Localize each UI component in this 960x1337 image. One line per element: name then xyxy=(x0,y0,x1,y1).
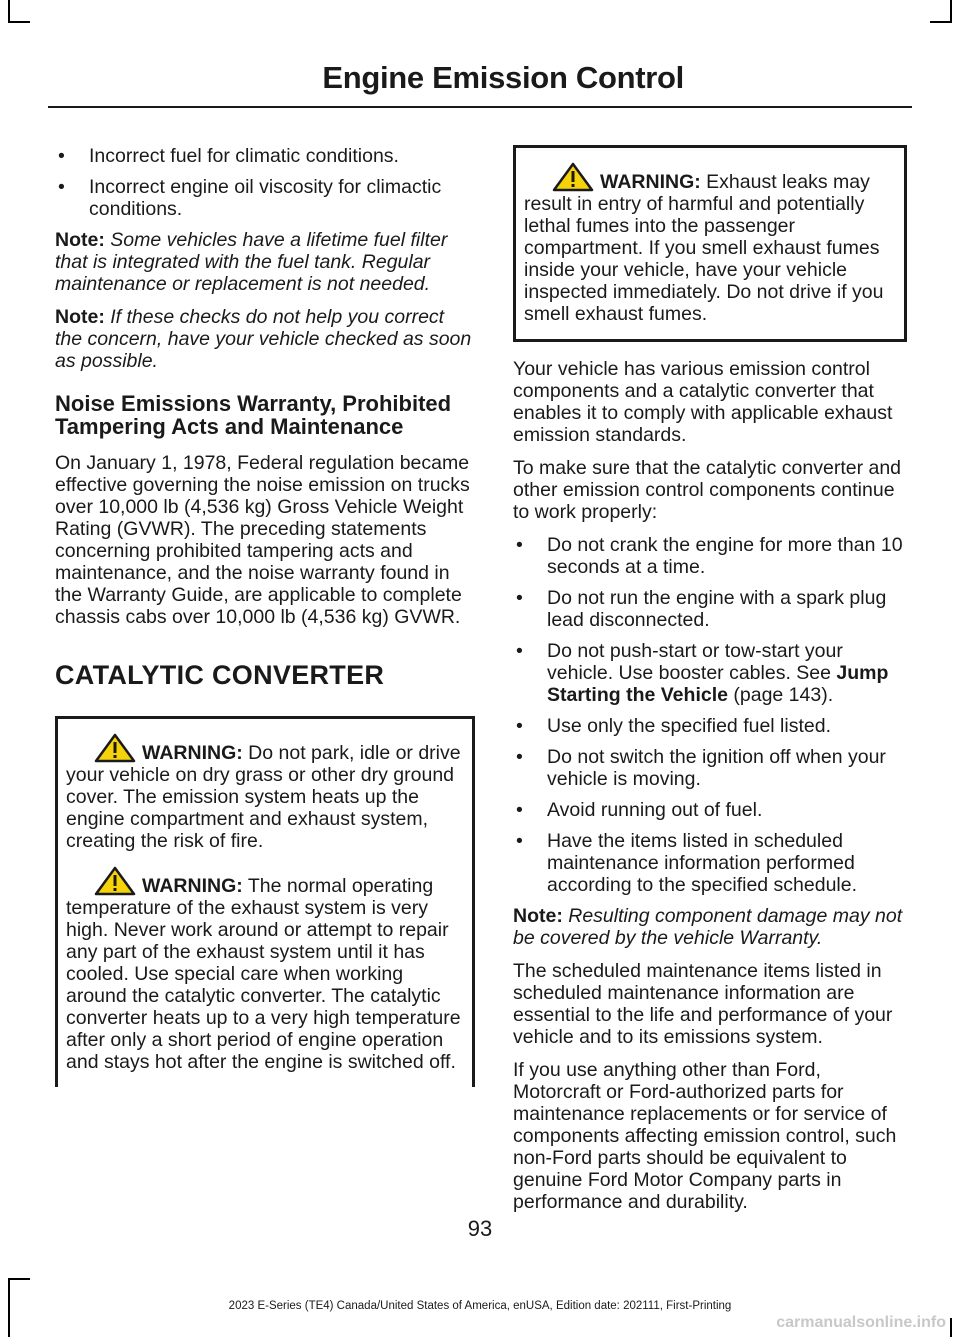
warning-text: Exhaust leaks may result in entry of harmful and potentially lethal fumes into the passenger compartment. If you smell exhaust fumes inside your vehicle, have your vehicle inspected immediately. Do not drive if you smell exhaust fumes. xyxy=(524,171,884,325)
warning-triangle-icon xyxy=(94,733,136,763)
footer-edition-info: 2023 E-Series (TE4) Canada/United States of America, enUSA, Edition date: 202111, First-Printing xyxy=(228,1300,732,1312)
list-item-text: Do not run the engine with a spark plug lead disconnected. xyxy=(547,587,887,631)
warning-box xyxy=(513,145,907,342)
warning-box xyxy=(55,716,475,1087)
crop-mark xyxy=(8,0,10,22)
note xyxy=(513,905,907,949)
bullet: • xyxy=(516,799,523,821)
list-item-text: Avoid running out of fuel. xyxy=(547,799,763,821)
section-body: On January 1, 1978, Federal regulation became effective governing the noise emission on trucks over 10,000 lb (4,536 kg) Gross Vehicle Weight Rating (GVWR). The preceding statements concerning prohibited tampering acts and maintenance, and the noise warranty found in the Warranty Guide, are applicable to complete chassis cabs over 10,000 lb (4,536 kg) GVWR. xyxy=(55,452,470,628)
bullet: • xyxy=(516,746,523,768)
list-item-text: Incorrect fuel for climatic conditions. xyxy=(89,145,399,167)
note-text: If these checks do not help you correct the concern, have your vehicle checked as soon as possible. xyxy=(55,306,472,372)
list-item xyxy=(513,534,907,578)
cross-reference-link[interactable]: Jump Starting the Vehicle xyxy=(547,662,889,706)
crop-mark xyxy=(950,1318,952,1337)
crop-mark xyxy=(930,21,952,23)
list-item-text: Incorrect engine oil viscosity for climactic conditions. xyxy=(89,176,442,220)
warning-text: Do not park, idle or drive your vehicle on dry grass or other dry ground cover. The emission system heats up the engine compartment and exhaust system, creating the risk of fire. xyxy=(66,742,461,852)
note xyxy=(55,229,475,295)
right-column xyxy=(513,145,907,1224)
warning-label: WARNING: xyxy=(142,875,243,897)
paragraph: The scheduled maintenance items listed in scheduled maintenance information are essential to the life and performance of your vehicle and to its emissions system. xyxy=(513,960,893,1048)
bullet: • xyxy=(58,145,65,167)
bullet: • xyxy=(516,587,523,609)
warning xyxy=(66,866,462,1073)
paragraph: Your vehicle has various emission control components and a catalytic converter that enables it to comply with applicable exhaust emission standards. xyxy=(513,358,893,446)
paragraph: If you use anything other than Ford, Motorcraft or Ford-authorized parts for maintenance replacements or for service of components affecting emission control, such non-Ford parts should be equivalent to genuine Ford Motor Company parts in performance and durability. xyxy=(513,1059,897,1213)
page-number: 93 xyxy=(467,1216,493,1241)
warning-text: The normal operating temperature of the exhaust system is very high. Never work around or attempt to repair any part of the exhaust system until it has cooled. Use special care when working around the catalytic converter. The catalytic converter heats up to a very high temperature after only a short period of engine operation and stays hot after the engine is switched off. xyxy=(66,875,461,1073)
note-text: Resulting component damage may not be covered by the vehicle Warranty. xyxy=(513,905,903,949)
list-item xyxy=(513,640,907,706)
header-divider xyxy=(48,106,912,108)
warning-triangle-icon xyxy=(552,162,594,192)
list-item xyxy=(513,830,907,896)
list-item-text: Do not crank the engine for more than 10 seconds at a time. xyxy=(547,534,903,578)
bullet: • xyxy=(516,640,523,662)
note-label: Note: xyxy=(513,905,563,927)
list-item-text: Have the items listed in scheduled maintenance information performed according to the specified schedule. xyxy=(547,830,858,896)
list-item xyxy=(55,176,475,220)
note-label: Note: xyxy=(55,306,105,328)
section-heading: Noise Emissions Warranty, Prohibited Tampering Acts and Maintenance xyxy=(55,391,452,439)
bullet: • xyxy=(516,534,523,556)
warning-triangle-icon xyxy=(94,866,136,896)
note xyxy=(55,306,475,372)
watermark: carmanualsonline.info xyxy=(776,1314,946,1331)
list-item-text: Use only the specified fuel listed. xyxy=(547,715,831,737)
left-column xyxy=(55,145,475,1087)
page-title: Engine Emission Control xyxy=(322,60,684,95)
list-item xyxy=(513,799,907,821)
list-item xyxy=(513,715,907,737)
list-item xyxy=(55,145,475,167)
list-item-text: Do not push-start or tow-start your vehicle. Use booster cables. See xyxy=(547,640,843,684)
bullet: • xyxy=(516,715,523,737)
crop-mark xyxy=(950,0,952,22)
note-label: Note: xyxy=(55,229,105,251)
list-item-text: Do not switch the ignition off when your vehicle is moving. xyxy=(547,746,886,790)
list-item xyxy=(513,587,907,631)
note-text: Some vehicles have a lifetime fuel filter that is integrated with the fuel tank. Regular maintenance or replacement is not needed. xyxy=(55,229,448,295)
crop-mark xyxy=(8,21,30,23)
chapter-heading: CATALYTIC CONVERTER xyxy=(55,660,385,690)
warning-label: WARNING: xyxy=(142,742,243,764)
warning-label: WARNING: xyxy=(600,171,701,193)
warning xyxy=(66,733,462,852)
paragraph: To make sure that the catalytic converter and other emission control components continue to work properly: xyxy=(513,457,902,523)
list-item xyxy=(513,746,907,790)
crop-mark xyxy=(8,1278,30,1280)
warning xyxy=(524,162,894,325)
page-reference: (page 143). xyxy=(727,684,834,706)
bullet: • xyxy=(516,830,523,852)
bullet: • xyxy=(58,176,65,198)
